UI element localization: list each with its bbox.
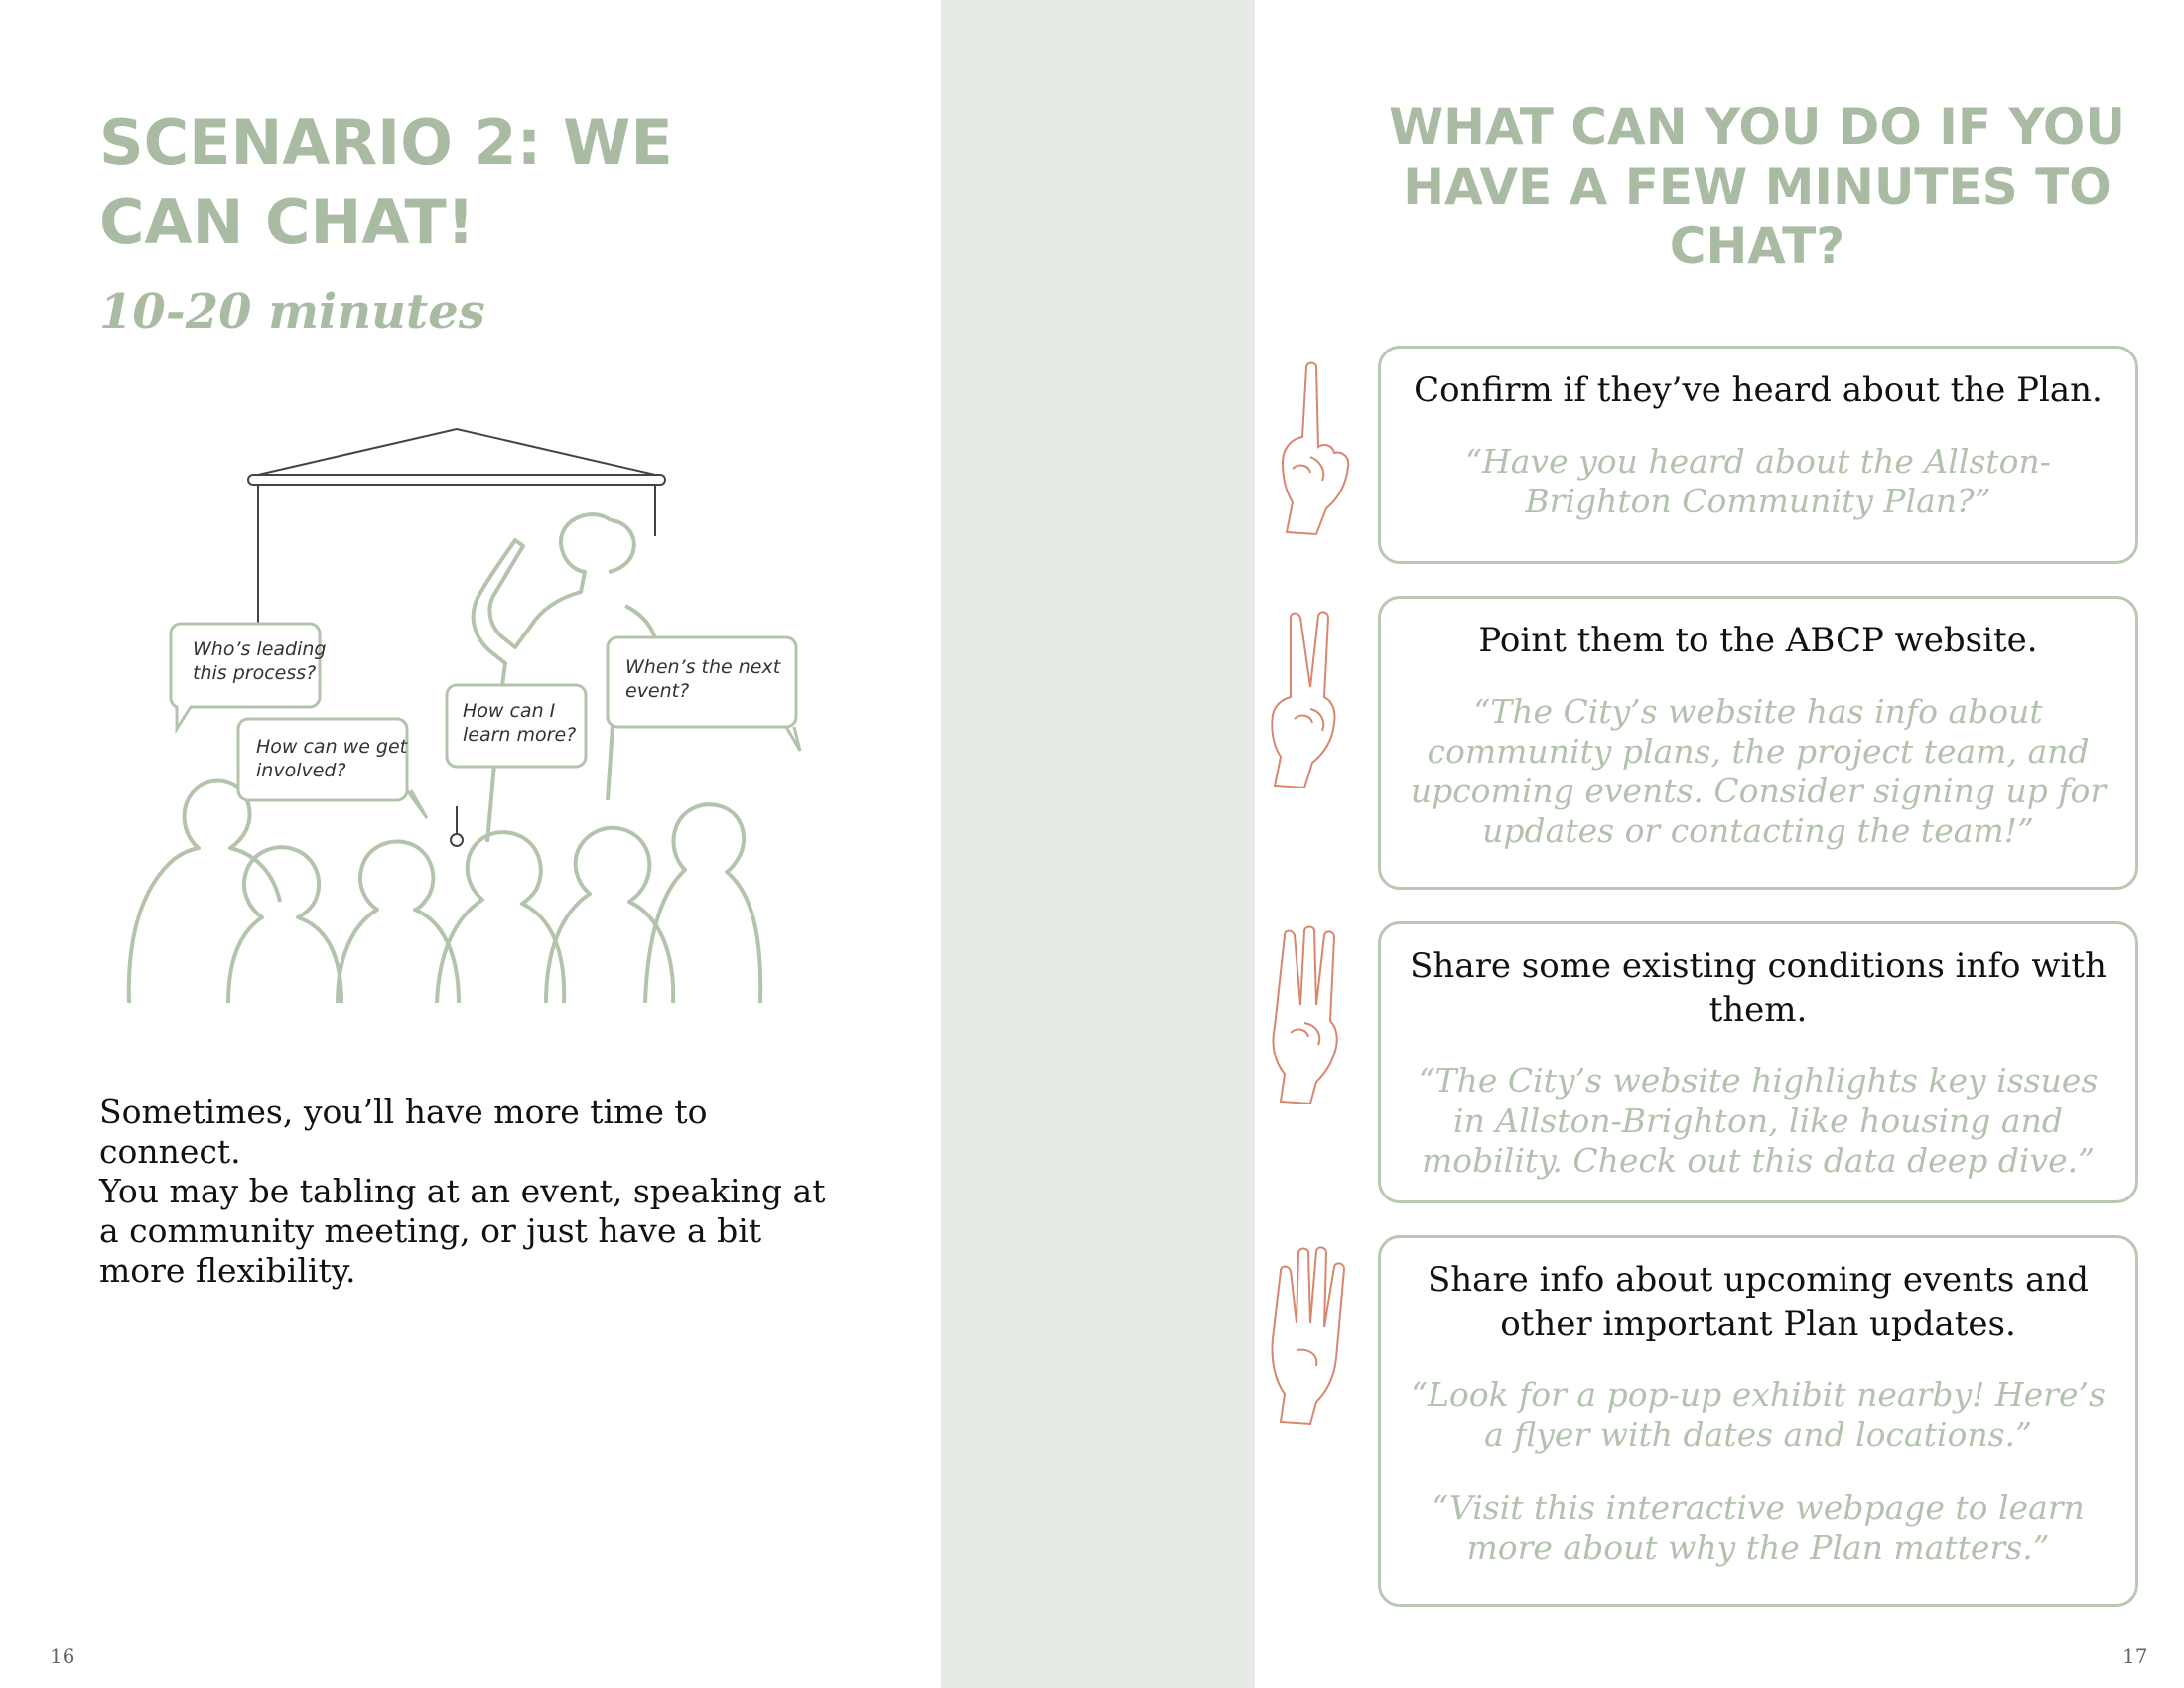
bubble-3-line-1: How can I bbox=[463, 700, 556, 722]
detail-paragraph: You may be tabling at an event, speaking at a community meeting, or just have a bit more flexibility. bbox=[99, 1172, 826, 1290]
presenter-figure bbox=[474, 514, 611, 842]
tip-quote-2: “Visit this interactive webpage to learn more about why the Plan matters.” bbox=[1432, 1488, 2085, 1567]
four-finger-hand-icon bbox=[1271, 1241, 1370, 1430]
crowd-person bbox=[129, 780, 280, 1003]
tip-heading: Point them to the ABCP website. bbox=[1478, 621, 2038, 660]
page-number-right: 17 bbox=[2122, 1644, 2148, 1668]
two-finger-hand-icon bbox=[1271, 610, 1370, 788]
bubble-3-line-2: learn more? bbox=[463, 724, 577, 746]
tip-quote: “The City’s website has info about community plans, the project team, and upcoming events. Consider signing up for updates or contacting the team!” bbox=[1410, 692, 2107, 850]
intro-paragraph: Sometimes, you’ll have more time to connect. bbox=[99, 1092, 708, 1171]
tip-quote: “Have you heard about the Allston-Brighton Community Plan?” bbox=[1465, 442, 2051, 520]
section-title: WHAT CAN YOU DO IF YOU HAVE A FEW MINUTES TO CHAT? bbox=[1388, 98, 2126, 275]
bubble-4-line-2: event? bbox=[625, 680, 690, 702]
three-finger-hand-icon bbox=[1271, 925, 1370, 1104]
page-subtitle: 10-20 minutes bbox=[99, 284, 485, 340]
tip-quote: “Look for a pop-up exhibit nearby! Here’s a flyer with dates and locations.” bbox=[1411, 1375, 2106, 1454]
tip-card-4 bbox=[1378, 1235, 2138, 1607]
bubble-1-line-1: Who’s leading bbox=[193, 638, 327, 660]
bubble-2-line-2: involved? bbox=[256, 760, 346, 781]
tip-card-2 bbox=[1378, 596, 2138, 890]
tip-card-1 bbox=[1378, 346, 2138, 564]
bubble-1-line-2: this process? bbox=[193, 662, 317, 684]
tip-heading: Confirm if they’ve heard about the Plan. bbox=[1414, 370, 2103, 410]
tip-quote: “The City’s website highlights key issues in Allston-Brighton, like housing and mobility. Check out this data deep dive.” bbox=[1418, 1061, 2099, 1180]
center-gutter bbox=[941, 0, 1255, 1688]
page-number-left: 16 bbox=[50, 1644, 75, 1668]
community-meeting-illustration bbox=[109, 417, 884, 1003]
tip-card-3 bbox=[1378, 921, 2138, 1203]
bubble-2-line-1: How can we get bbox=[256, 736, 408, 758]
tip-heading: Share info about upcoming events and other important Plan updates. bbox=[1427, 1260, 2090, 1343]
page-title: SCENARIO 2: WE CAN CHAT! bbox=[99, 106, 673, 258]
tip-heading: Share some existing conditions info with them. bbox=[1410, 946, 2107, 1030]
one-finger-hand-icon bbox=[1271, 357, 1370, 536]
bubble-4-line-1: When’s the next bbox=[625, 656, 781, 678]
